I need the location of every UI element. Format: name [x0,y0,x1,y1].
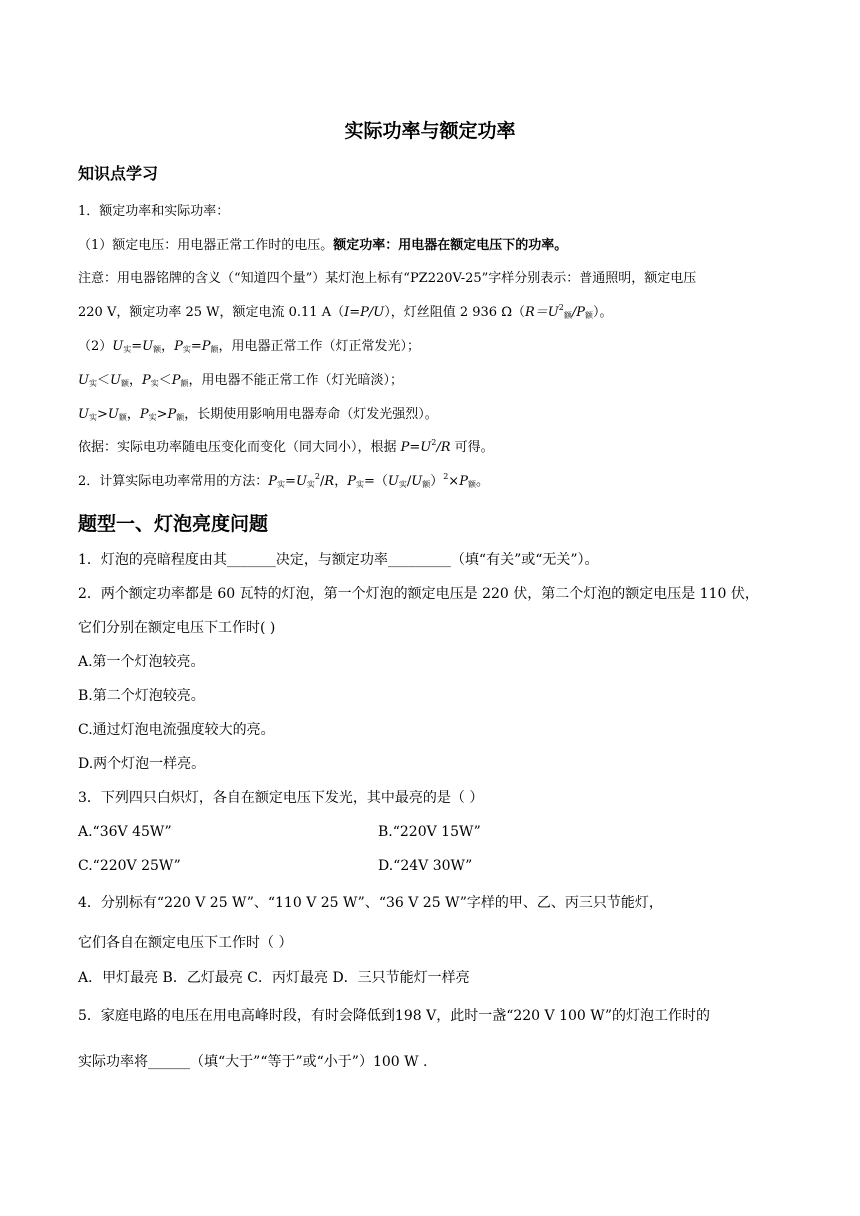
question-2-option-b: B.第二个灯泡较亮。 [78,688,205,704]
knowledge-basis: 依据：实际电功率随电压变化而变化（同大同小），根据 $P=U^2/R$ 可得。 [78,438,494,455]
knowledge-case-greater: $U_实>U_额$，$P_实>P_额$，长期使用影响用电器寿命（灯发光强烈）。 [78,407,438,422]
question-3-option-a: A.“36V 45W” [78,824,172,840]
section-heading-type1: 题型一、灯泡亮度问题 [78,513,269,535]
question-2-option-a: A.第一个灯泡较亮。 [78,654,205,670]
question-1: 1．灯泡的亮暗程度由其_______决定，与额定功率_________（填“有关”或“无关”）。 [78,552,599,568]
page-title: 实际功率与额定功率 [344,120,516,142]
question-4: 4．分别标有“220 V 25 W”、“110 V 25 W”、“36 V 25 W”字样的甲、乙、丙三只节能灯， [78,895,663,911]
knowledge-point-1: 1．额定功率和实际功率： [78,204,230,219]
question-2-option-c: C.通过灯泡电流强度较大的亮。 [78,722,275,738]
question-2-cont: 它们分别在额定电压下工作时( ) [78,620,276,636]
question-3-option-d: D.“24V 30W” [378,858,473,874]
section-heading-knowledge: 知识点学习 [78,164,159,183]
question-3: 3．下列四只白炽灯，各自在额定电压下发光，其中最亮的是（ ） [78,790,484,806]
knowledge-rated-voltage: （1）额定电压：用电器正常工作时的电压。额定功率：用电器在额定电压下的功率。 [78,238,568,253]
knowledge-case-equal: $(2)U_实=U_额$，$P_实=P_额$，用电器正常工作（灯正常发光）； [78,339,421,354]
question-3-option-b: B.“220V 15W” [378,824,481,840]
question-4-options: A．甲灯最亮 B．乙灯最亮 C．丙灯最亮 D．三只节能灯一样亮 [78,970,470,986]
rated-power-definition: 额定功率：用电器在额定电压下的功率。 [333,238,568,253]
knowledge-case-less: $U_实<U_额$，$P_实<P_额$，用电器不能正常工作（灯光暗淡）； [78,373,403,388]
knowledge-note: 注意：用电器铭牌的含义（“知道四个量”）某灯泡上标有“PZ220V-25”字样分别表示：普通照明，额定电压 [78,271,697,286]
question-3-option-c: C.“220V 25W” [78,858,181,874]
knowledge-note-cont: 220 V，额定功率 25 W，额定电流 0.11 A（I=P/U），灯丝阻值 2 936 $\Omega(R=U^2_额/P_额)$。 [78,303,613,320]
knowledge-point-2: 2．计算实际电功率常用的方法：$P_实=U_实^2/R$，$P_实=(U_实/U_额)^2\times P_额$。 [78,472,489,489]
question-2-option-d: D.两个灯泡一样亮。 [78,756,206,772]
question-5: 5．家庭电路的电压在用电高峰时段，有时会降低到198 V，此时一盏“220 V 100 W”的灯泡工作时的 [78,1008,711,1024]
question-5-cont: 实际功率将______（填“大于”“等于”或“小于”）100 W . [78,1054,428,1070]
question-4-cont: 它们各自在额定电压下工作时（ ） [78,935,293,951]
question-2: 2．两个额定功率都是 60 瓦特的灯泡，第一个灯泡的额定电压是 220 伏，第二个灯泡的额定电压是 110 伏， [78,586,759,602]
